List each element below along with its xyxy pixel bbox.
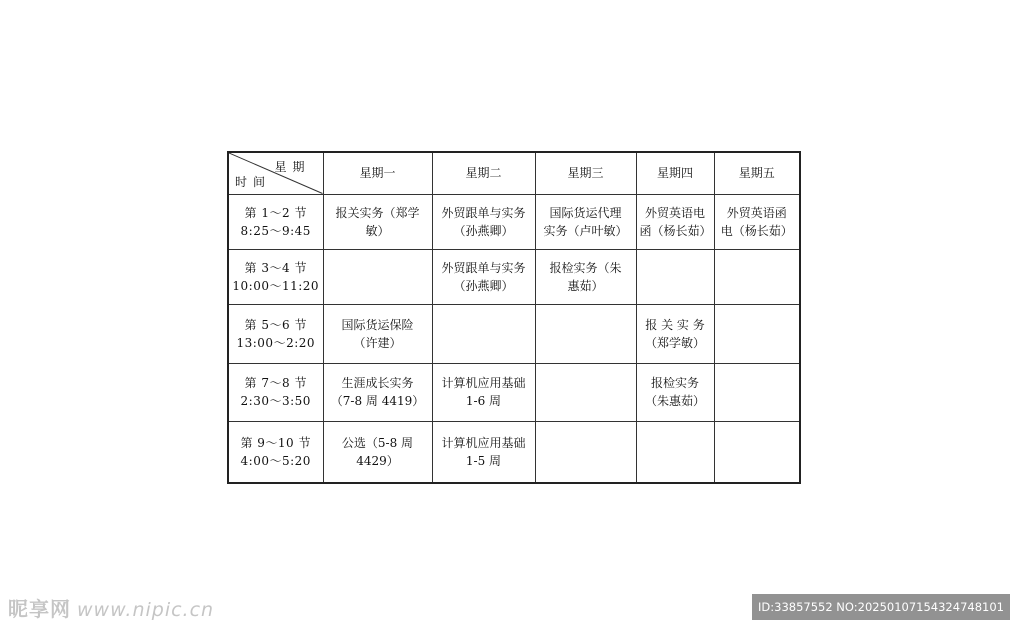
period-line: 10:00～11:20 <box>232 278 320 293</box>
course-cell <box>323 249 432 304</box>
course-line: 外贸英语函 <box>726 205 787 220</box>
course-line: 1-5 周 <box>465 453 502 468</box>
watermark-logo <box>8 593 214 622</box>
period-cell <box>228 421 323 483</box>
day-header: 星期五 <box>714 152 800 194</box>
period-line: 第 9～10 节 <box>240 435 312 450</box>
period-cell <box>228 194 323 249</box>
course-cell <box>323 363 432 421</box>
course-line: 外贸跟单与实务 <box>441 260 526 275</box>
course-cell <box>323 304 432 363</box>
course-line: 1-6 周 <box>465 394 502 408</box>
course-line: （郑学敏） <box>644 335 705 350</box>
course-line: 4429） <box>356 453 399 468</box>
course-line: 报 关 实 务 <box>645 317 705 332</box>
course-cell <box>432 363 535 421</box>
header-row <box>228 152 800 194</box>
course-cell <box>535 249 636 304</box>
watermark-url: www.nipic.cn <box>77 599 215 621</box>
course-cell <box>432 194 535 249</box>
day-header: 星期三 <box>535 152 636 194</box>
course-cell <box>714 249 800 304</box>
course-line: 计算机应用基础 <box>441 435 526 450</box>
schedule-row <box>228 421 800 483</box>
course-cell <box>432 304 535 363</box>
schedule-row <box>228 194 800 249</box>
period-line: 13:00～2:20 <box>236 335 316 350</box>
schedule-row <box>228 249 800 304</box>
period-cell <box>228 363 323 421</box>
period-line: 第 7～8 节 <box>244 376 307 390</box>
course-line: 电（杨长茹） <box>720 223 793 238</box>
course-cell <box>714 194 800 249</box>
course-line: 函（杨长茹） <box>639 223 712 238</box>
course-cell <box>535 304 636 363</box>
course-cell <box>535 363 636 421</box>
corner-cell <box>228 152 323 194</box>
course-line: 计算机应用基础 <box>441 376 526 390</box>
course-cell <box>714 363 800 421</box>
course-cell <box>535 194 636 249</box>
course-line: 报关实务（郑学 <box>335 205 420 220</box>
course-cell <box>636 194 714 249</box>
period-line: 4:00～5:20 <box>240 453 311 468</box>
course-line: （许建） <box>353 335 402 350</box>
schedule-table <box>227 151 801 484</box>
course-line: 国际货运代理 <box>549 205 622 220</box>
course-line: 惠茹） <box>567 278 604 293</box>
course-cell <box>636 363 714 421</box>
course-line: 报检实务 <box>650 376 699 390</box>
course-line: （孙燕卿） <box>453 223 514 238</box>
course-line: 外贸英语电 <box>644 205 705 220</box>
watermark-id-badge: ID:33857552 NO:20250107154324748101 <box>752 594 1010 620</box>
period-line: 第 1～2 节 <box>244 205 307 220</box>
course-cell <box>432 421 535 483</box>
day-header: 星期二 <box>432 152 535 194</box>
course-cell <box>636 304 714 363</box>
course-line: 报检实务（朱 <box>549 260 622 275</box>
course-cell <box>323 421 432 483</box>
corner-time-label: 时间 <box>235 174 272 189</box>
period-line: 2:30～3:50 <box>240 394 311 408</box>
course-line: 外贸跟单与实务 <box>441 205 526 220</box>
period-line: 第 3～4 节 <box>244 260 307 275</box>
course-line: 实务（卢叶敏） <box>543 223 628 238</box>
course-line: 国际货运保险 <box>341 317 414 332</box>
course-cell <box>636 421 714 483</box>
course-line: （朱惠茹） <box>644 394 705 408</box>
course-line: 敏） <box>365 223 390 238</box>
course-line: （孙燕卿） <box>453 278 514 293</box>
course-cell <box>636 249 714 304</box>
course-line: 公选（5-8 周 <box>341 435 414 450</box>
day-header: 星期四 <box>636 152 714 194</box>
period-line: 8:25～9:45 <box>240 223 311 238</box>
watermark-site: 昵享网 <box>8 597 71 621</box>
period-cell <box>228 304 323 363</box>
schedule-row <box>228 363 800 421</box>
corner-day-label: 星期 <box>274 160 311 174</box>
course-cell <box>714 304 800 363</box>
day-header: 星期一 <box>323 152 432 194</box>
course-cell <box>432 249 535 304</box>
schedule-row <box>228 304 800 363</box>
course-line: 生涯成长实务 <box>341 376 414 390</box>
period-cell <box>228 249 323 304</box>
course-line: （7-8 周 4419） <box>330 394 425 408</box>
course-cell <box>714 421 800 483</box>
course-cell <box>323 194 432 249</box>
course-cell <box>535 421 636 483</box>
period-line: 第 5～6 节 <box>244 317 307 332</box>
